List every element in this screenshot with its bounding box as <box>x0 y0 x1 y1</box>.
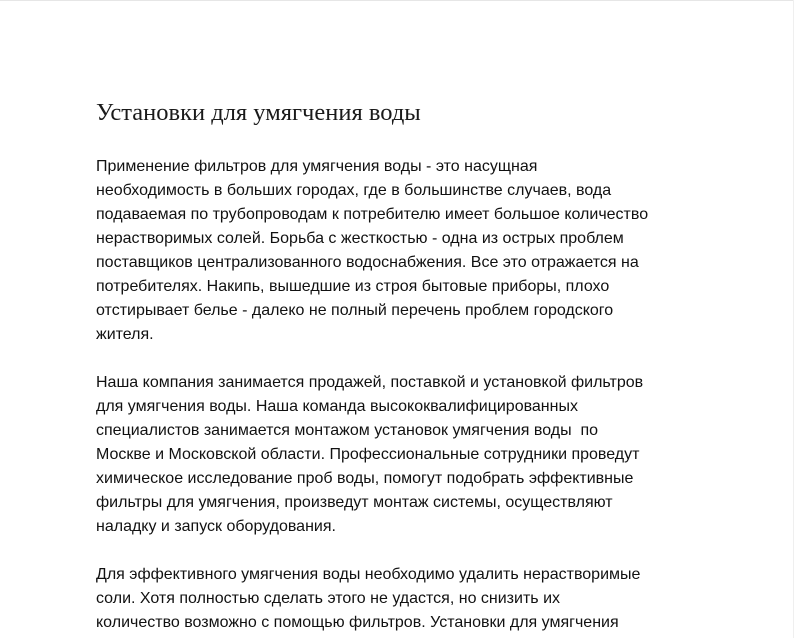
text-line: подаваемая по трубопроводам к потребителю имеет большое количество <box>96 206 649 223</box>
page-top-border <box>0 0 794 1</box>
text-line: для умягчения воды. Наша команда высококвалифицированных <box>96 398 578 415</box>
text-line: наладку и запуск оборудования. <box>96 518 336 535</box>
article-paragraph-2 <box>96 371 736 539</box>
text-line: соли. Хотя полностью сделать этого не удастся, но снизить их <box>96 590 560 607</box>
article-paragraph-3 <box>96 563 736 635</box>
text-line: фильтры для умягчения, произведут монтаж системы, осуществляют <box>96 494 613 511</box>
text-line: Москве и Московской области. Профессиональные сотрудники проведут <box>96 446 640 463</box>
text-line: отстирывает белье - далеко не полный перечень проблем городского <box>96 302 614 319</box>
text-line: необходимость в больших городах, где в большинстве случаев, вода <box>96 182 612 199</box>
text-line: Применение фильтров для умягчения воды - это насущная <box>96 158 538 175</box>
text-line: Наша компания занимается продажей, поставкой и установкой фильтров <box>96 374 644 391</box>
article-title: Установки для умягчения воды <box>96 99 421 126</box>
text-line: химическое исследование проб воды, помогут подобрать эффективные <box>96 470 634 487</box>
text-line: потребителях. Накипь, вышедшие из строя бытовые приборы, плохо <box>96 278 610 295</box>
article <box>96 97 736 635</box>
text-line: специалистов занимается монтажом установок умягчения воды по <box>96 422 599 439</box>
text-line: жителя. <box>96 326 154 343</box>
text-line: Для эффективного умягчения воды необходимо удалить нерастворимые <box>96 566 641 583</box>
text-line: поставщиков централизованного водоснабжения. Все это отражается на <box>96 254 639 271</box>
text-line: количество возможно с помощью фильтров. Установки для умягчения <box>96 614 619 631</box>
article-paragraph-1 <box>96 155 736 347</box>
text-line: нерастворимых солей. Борьба с жесткостью - одна из острых проблем <box>96 230 624 247</box>
